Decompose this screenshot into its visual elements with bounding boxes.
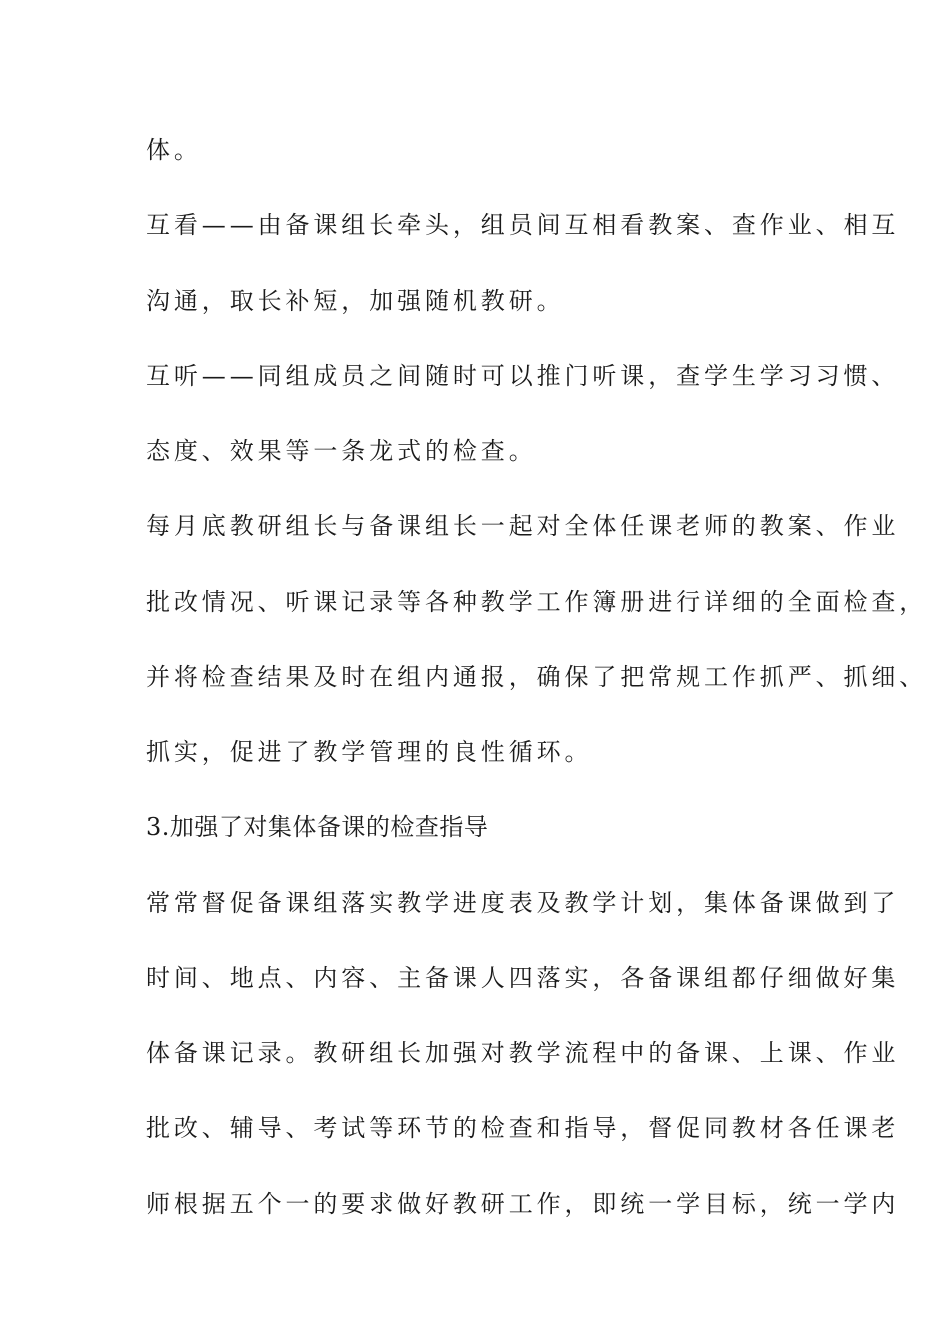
text-line: 批改情况、听课记录等各种教学工作簿册进行详细的全面检查， — [146, 588, 928, 616]
section-heading: 3.加强了对集体备课的检查指导 — [146, 813, 489, 841]
text-line: 体备课记录。教研组长加强对教学流程中的备课、上课、作业 — [146, 1039, 900, 1067]
text-line: 沟通，取长补短，加强随机教研。 — [146, 287, 565, 315]
text-line: 常常督促备课组落实教学进度表及教学计划，集体备课做到了 — [146, 889, 900, 917]
text-line: 师根据五个一的要求做好教研工作，即统一学目标，统一学内 — [146, 1190, 900, 1218]
text-line: 并将检查结果及时在组内通报，确保了把常规工作抓严、抓细、 — [146, 663, 928, 691]
text-line: 互看——由备课组长牵头，组员间互相看教案、查作业、相互 — [146, 211, 900, 239]
text-line: 态度、效果等一条龙式的检查。 — [146, 437, 537, 465]
text-line: 每月底教研组长与备课组长一起对全体任课老师的教案、作业 — [146, 512, 900, 540]
text-line: 互听——同组成员之间随时可以推门听课，查学生学习习惯、 — [146, 362, 900, 390]
text-line: 批改、辅导、考试等环节的检查和指导，督促同教材各任课老 — [146, 1114, 900, 1142]
text-line: 抓实，促进了教学管理的良性循环。 — [146, 738, 593, 766]
text-line: 时间、地点、内容、主备课人四落实，各备课组都仔细做好集 — [146, 964, 900, 992]
text-line: 体。 — [146, 136, 202, 164]
